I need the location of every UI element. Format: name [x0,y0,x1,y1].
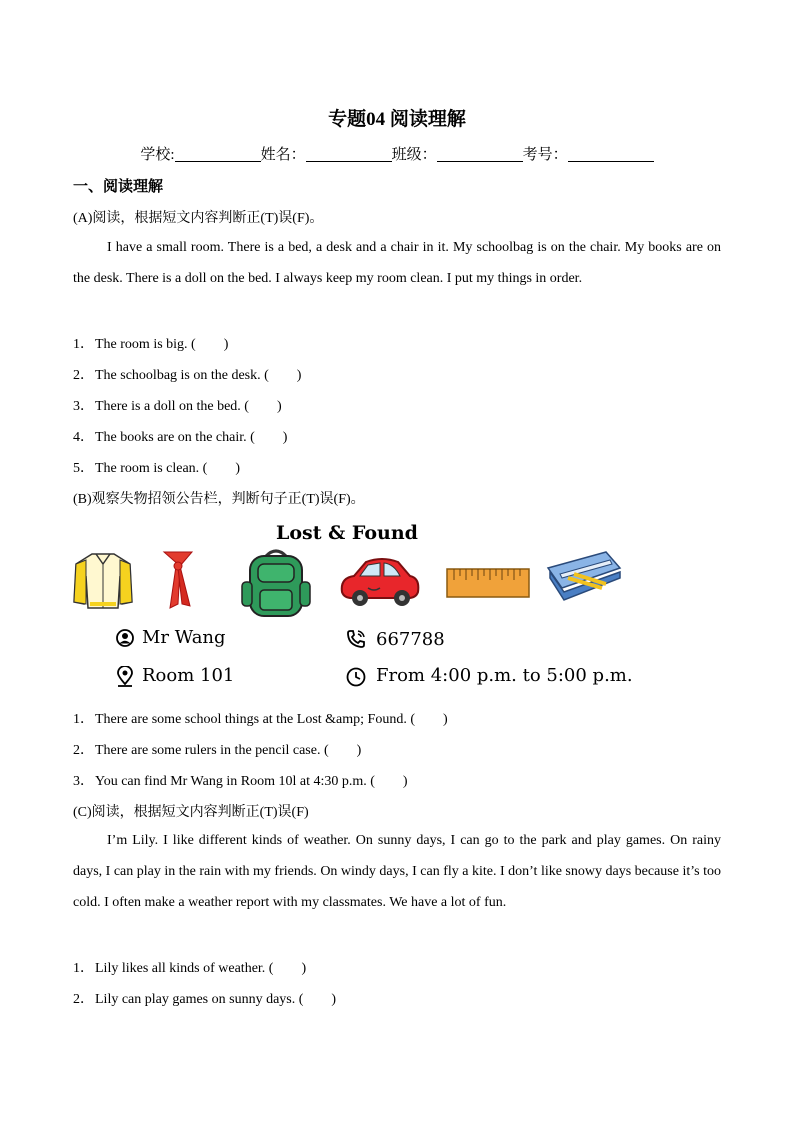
toy-car-icon [338,556,422,608]
part-c-instruction: (C)阅读，根据短文内容判断正(T)误(F) [73,805,309,820]
class-label: 班级： [391,147,437,163]
question-number: 2． [73,992,94,1007]
part-c-passage: I’m Lily. I like different kinds of weather. On sunny days, I can go to the park and play games. On rainy days, I can play in the rain with my friends. On windy days, I can fly a kite. I don’t like snowy days because it’s too cold. I often make a weather report with my classmates. We have a lot of fun. [73,833,721,910]
question-number: 3． [73,399,94,414]
contact-phone: 667788 [376,629,445,650]
part-a-question-5 [73,457,240,477]
question-number: 4． [73,430,94,445]
part-a-question-4 [73,426,287,446]
part-a-passage: I have a small room. There is a bed, a desk and a chair in it. My schoolbag is on the chair. My books are on the desk. There is a doll on the bed. I always keep my room clean. I put my things in order. [73,240,721,286]
number-label: 考号： [522,147,568,163]
question-number: 2． [73,368,94,383]
question-text: Lily can play games on sunny days. ( ) [95,992,337,1007]
part-a-instruction: (A)阅读，根据短文内容判断正(T)误(F)。 [73,211,324,226]
page-title: 专题04 阅读理解 [328,109,466,130]
question-number: 1． [73,961,94,976]
question-number: 1． [73,712,94,727]
green-schoolbag-icon [240,548,312,620]
lost-found-title: Lost & Found [276,522,418,544]
question-text: You can find Mr Wang in Room 10l at 4:30 p.m. ( ) [95,774,408,789]
number-blank[interactable] [568,146,654,162]
question-text: Lily likes all kinds of weather. ( ) [95,961,307,976]
jacket-icon [72,550,134,610]
phone-icon [346,629,366,649]
part-a-question-2 [73,364,301,384]
red-scarf-icon [160,548,196,612]
question-number: 5． [73,461,94,476]
question-number: 3． [73,774,94,789]
part-b-instruction: (B)观察失物招领公告栏，判断句子正(T)误(F)。 [73,492,365,507]
question-text: There is a doll on the bed. ( ) [95,399,282,414]
part-b-question-1 [73,708,448,728]
school-blank[interactable] [175,146,261,162]
school-label: 学校: [140,147,175,163]
clock-icon [346,667,366,687]
section-heading: 一、阅读理解 [73,177,164,195]
part-c-question-1 [73,957,306,977]
part-b-question-2 [73,739,361,759]
student-info-line [0,143,794,164]
class-blank[interactable] [437,146,523,162]
person-icon [116,629,134,647]
location-room: Room 101 [142,665,235,686]
question-number: 1． [73,337,94,352]
name-label: 姓名： [260,147,306,163]
office-hours: From 4:00 p.m. to 5:00 p.m. [376,665,633,686]
question-number: 2． [73,743,94,758]
part-a-question-1 [73,333,228,353]
question-text: The schoolbag is on the desk. ( ) [95,368,302,383]
part-a-question-3 [73,395,282,415]
pencil-case-icon [546,548,622,606]
question-text: The books are on the chair. ( ) [95,430,288,445]
question-text: There are some rulers in the pencil case. ( ) [95,743,362,758]
location-pin-icon [116,666,134,688]
question-text: There are some school things at the Lost &amp; Found. ( ) [95,712,448,727]
part-c-question-2 [73,988,336,1008]
contact-person: Mr Wang [142,627,226,648]
part-b-question-3 [73,770,408,790]
name-blank[interactable] [306,146,392,162]
ruler-icon [446,568,530,598]
question-text: The room is big. ( ) [95,337,229,352]
question-text: The room is clean. ( ) [95,461,241,476]
